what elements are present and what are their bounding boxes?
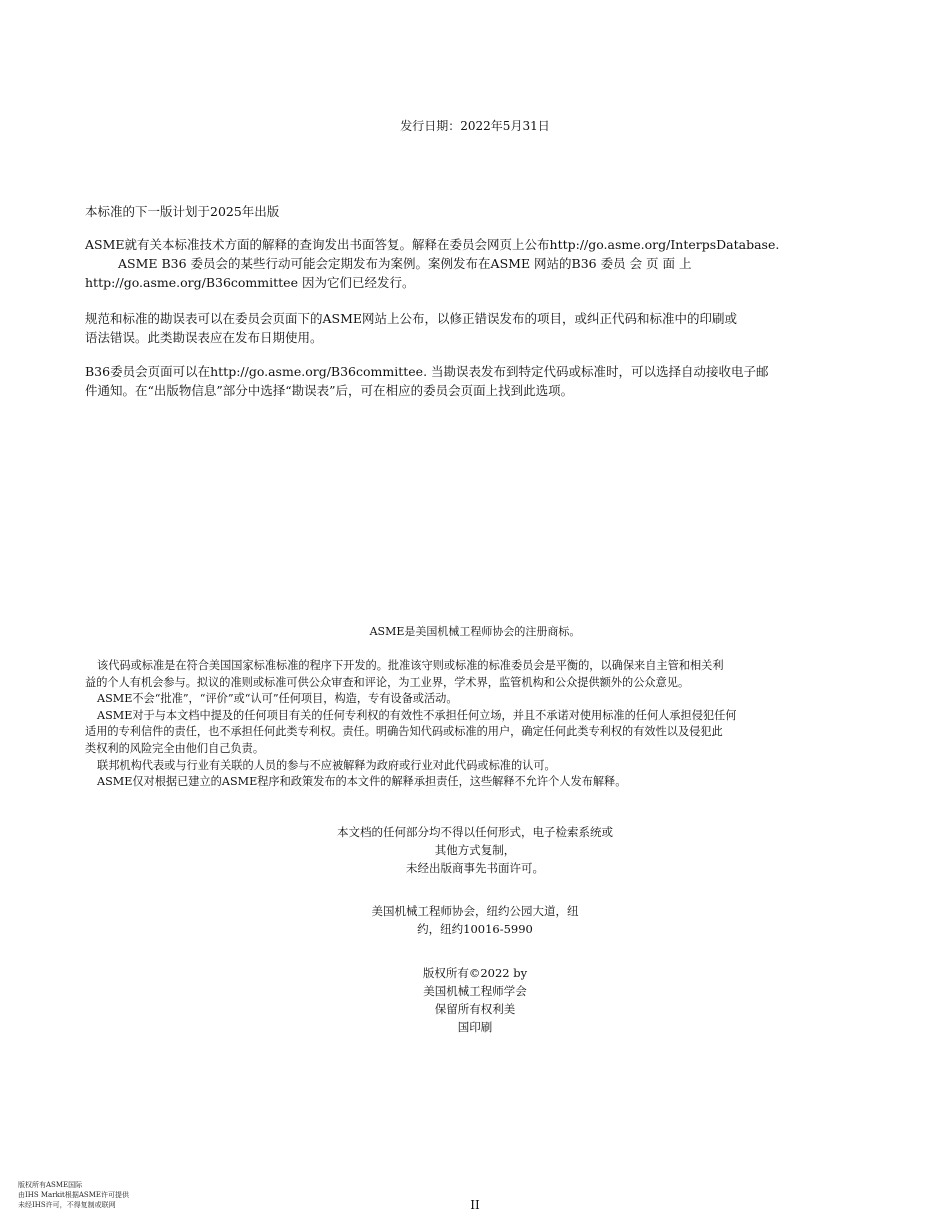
- errata-line-1: 规范和标准的勘误表可以在委员会页面下的ASME网站上公布，以修正错误发布的项目，或纠正代码和标准中的印刷或: [85, 311, 738, 326]
- reproduction-line-3: 未经出版商事先书面许可。: [406, 861, 544, 875]
- copyright-line-2: 美国机械工程师学会: [423, 984, 527, 998]
- copyright-line-4: 国印刷: [457, 1020, 493, 1034]
- reproduction-line-2: 其他方式复制，: [434, 843, 516, 857]
- notice-paragraph-4: 联邦机构代表或与行业有关联的人员的参与不应被解释为政府或行业对此代码或标准的认可。: [97, 758, 556, 772]
- notice-p1-line-1: 该代码或标准是在符合美国国家标准标准的程序下开发的。批准该守则或标准的标准委员会是平衡的，以确保来自主管和相关利: [97, 659, 724, 672]
- notice-p1-line-2: 益的个人有机会参与。拟议的准则或标准可供公众审查和评论，为工业界，学术界，监管机构和公众提供额外的公众意见。: [85, 675, 690, 689]
- reproduction-notice: [0, 823, 950, 877]
- interpretations-line-1: ASME就有关本标准技术方面的解释的查询发出书面答复。解释在委员会网页上公布http://go.asme.org/InterpsDatabase.: [85, 237, 780, 252]
- b36-committee-paragraph: [85, 362, 845, 400]
- publisher-address: [0, 902, 950, 938]
- b36-line-1: B36委员会页面可以在http://go.asme.org/B36committee. 当勘误表发布到特定代码或标准时，可以选择自动接收电子邮: [85, 364, 769, 379]
- legal-notice: [85, 658, 845, 791]
- notice-paragraph-5: ASME仅对根据已建立的ASME程序和政策发布的本文件的解释承担责任，这些解释不允许个人发布解释。: [97, 775, 627, 789]
- notice-p3-line-1: ASME对于与本文档中提及的任何项目有关的任何专利权的有效性不承担任何立场，并且不承诺对使用标准的任何人承担侵犯任何: [97, 708, 737, 722]
- address-line-2: 约，纽约10016-5990: [417, 922, 533, 936]
- copyright-line-1: 版权所有©2022 by: [422, 966, 528, 980]
- trademark-statement: ASME是美国机械工程师协会的注册商标。: [369, 625, 581, 638]
- next-edition-note: 本标准的下一版计划于2025年出版: [85, 204, 280, 219]
- b36-line-2: 件通知。在“出版物信息”部分中选择“勘误表”后，可在相应的委员会页面上找到此选项。: [85, 383, 574, 398]
- footer-line-3: 未经IHS许可，不得复制或联网: [18, 1201, 116, 1209]
- interpretations-line-3: http://go.asme.org/B36committee 因为它们已经发行。: [85, 275, 415, 290]
- errata-line-2: 语法错误。此类勘误表应在发布日期使用。: [85, 330, 323, 345]
- address-line-1: 美国机械工程师协会，纽约公园大道，纽: [371, 904, 579, 918]
- issue-date: 发行日期：2022年5月31日: [400, 119, 550, 133]
- footer-line-2: 由IHS Markit根据ASME许可提供: [18, 1191, 129, 1199]
- copyright-line-3: 保留所有权利美: [434, 1002, 516, 1016]
- interpretations-line-2: ASME B36 委员会的某些行动可能会定期发布为案例。案例发布在ASME 网站的B36 委员 会 页 面 上: [118, 256, 692, 271]
- interpretations-paragraph: [85, 235, 845, 292]
- notice-paragraph-3: [85, 708, 845, 725]
- errata-paragraph: [85, 309, 845, 347]
- notice-p3-line-3: 类权利的风险完全由他们自己负责。: [85, 741, 265, 755]
- page-number: II: [470, 1198, 480, 1212]
- notice-p3-line-2: 适用的专利信件的责任，也不承担任何此类专利权。责任。明确告知代码或标准的用户，确定任何此类专利权的有效性以及侵犯此: [85, 725, 723, 739]
- copyright-block: [0, 964, 950, 1036]
- notice-paragraph-2: ASME不会“批准”，“评价”或“认可”任何项目，构造，专有设备或活动。: [97, 692, 458, 706]
- notice-paragraph-1: [85, 658, 845, 675]
- reproduction-line-1: 本文档的任何部分均不得以任何形式，电子检索系统或: [337, 825, 613, 839]
- footer-line-1: 版权所有ASME国际: [18, 1181, 83, 1189]
